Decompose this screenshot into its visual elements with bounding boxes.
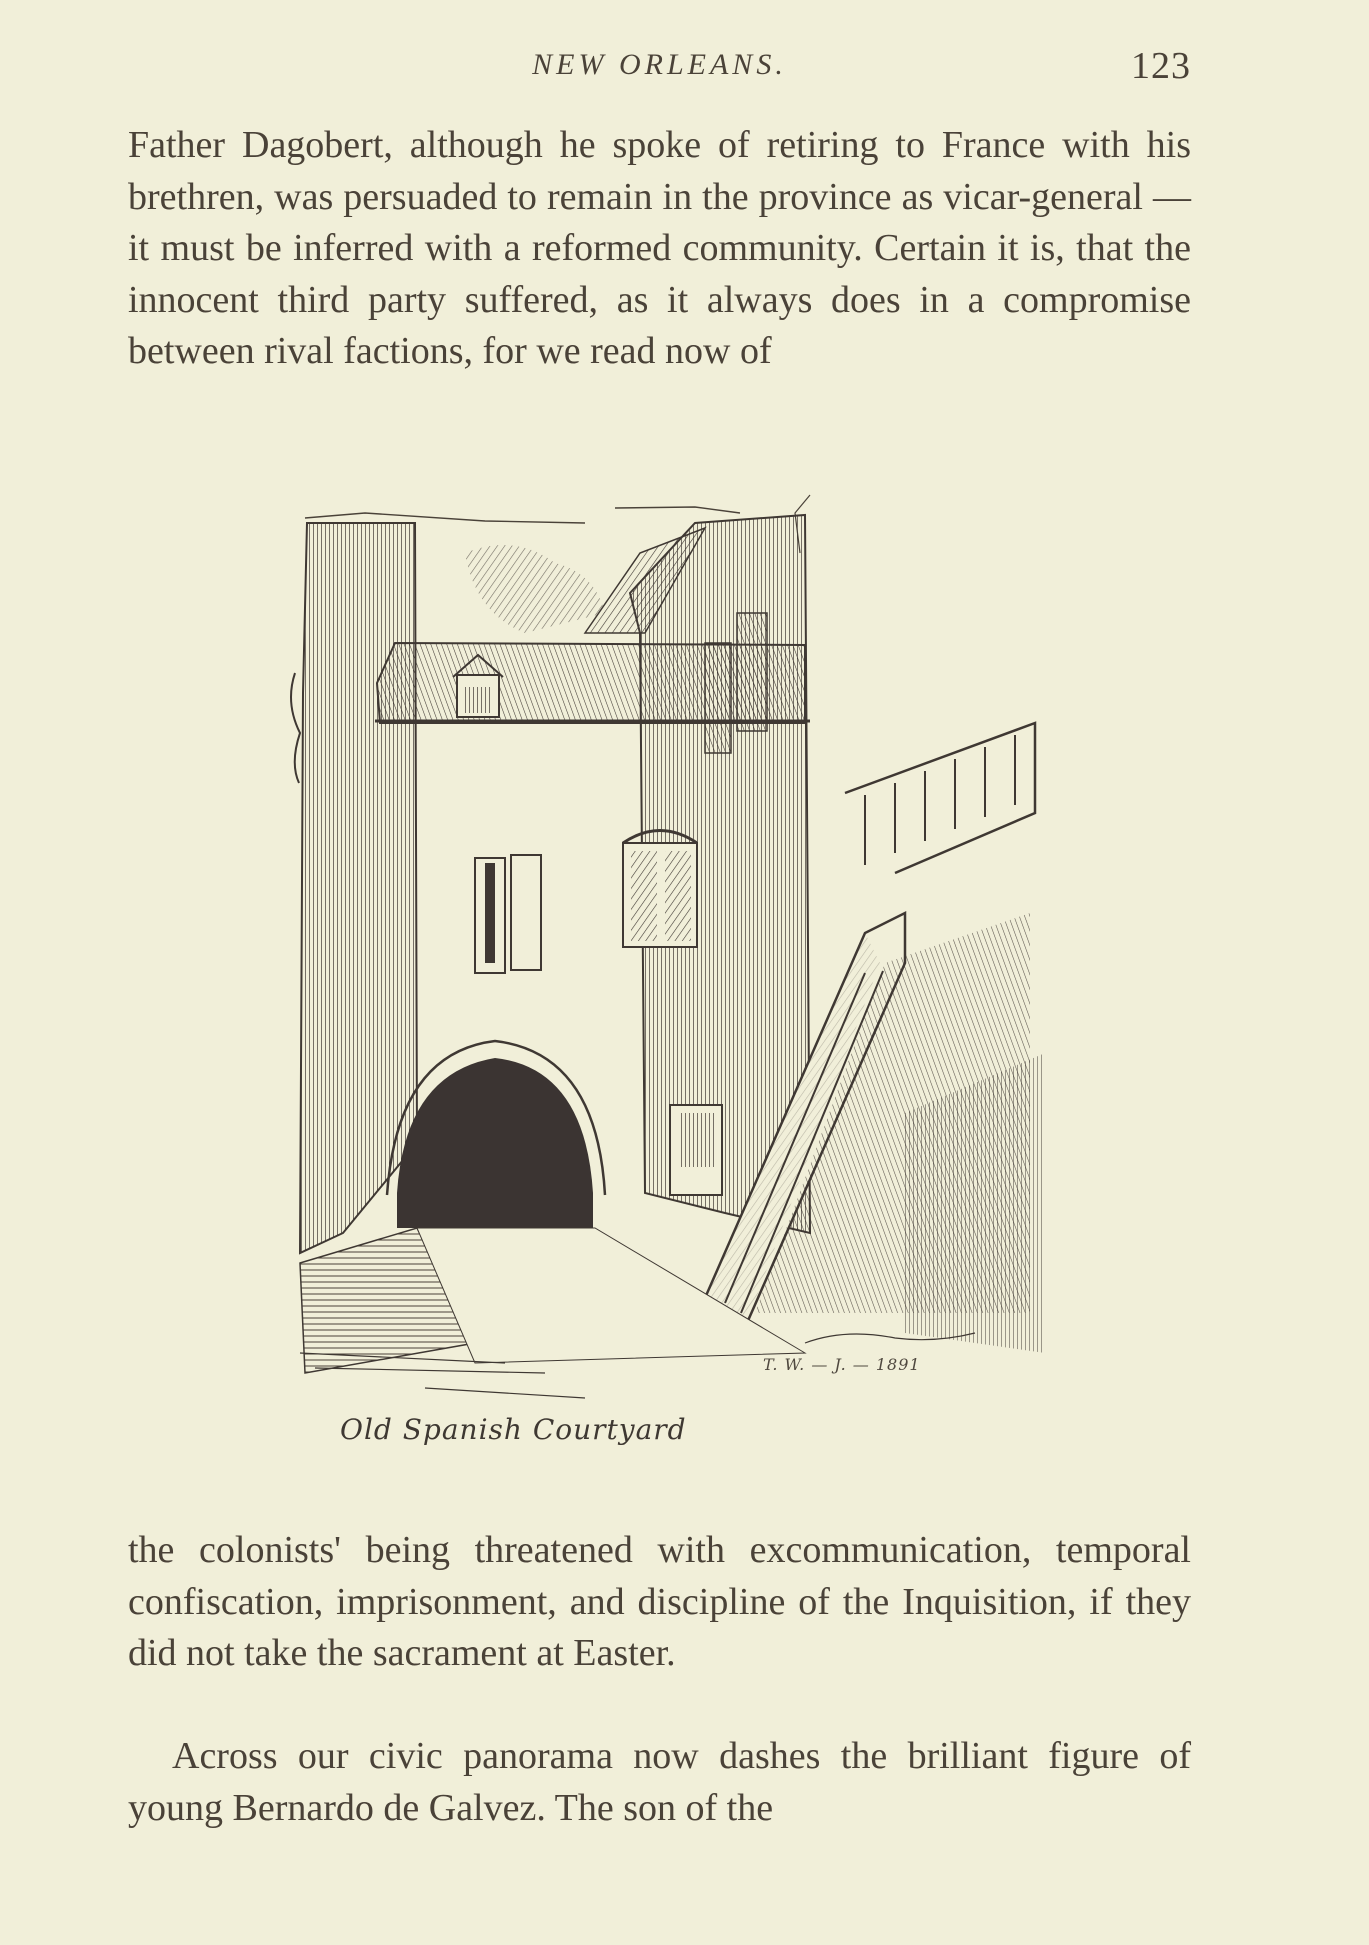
illustration-figure	[285, 493, 1045, 1446]
body-paragraph-top: Father Dagobert, although he spoke of retiring to France with his brethren, was persuaded to remain in the province as vicar-general — it must be inferred with a reformed community. Certain it is, that the innocent third party suffered, as it always does in a compromise between rival factions, for we read now of	[128, 124, 1191, 373]
courtyard-illustration	[285, 493, 1045, 1418]
body-paragraph-bottom-1: the colonists' being threatened with excommunication, temporal confiscation, imprisonment, and discipline of the Inquisition, if they did not take the sacrament at Easter.	[128, 1529, 1191, 1675]
page-number: 123	[1131, 45, 1191, 87]
artist-signature: T. W. — J. — 1891	[763, 1355, 921, 1374]
figure-caption: Old Spanish Courtyard	[340, 1413, 687, 1446]
running-title: NEW ORLEANS.	[532, 48, 787, 81]
body-paragraph-bottom-2: Across our civic panorama now dashes the brilliant figure of young Bernardo de Galvez. The son of the	[128, 1735, 1191, 1829]
page-header	[128, 44, 1191, 87]
